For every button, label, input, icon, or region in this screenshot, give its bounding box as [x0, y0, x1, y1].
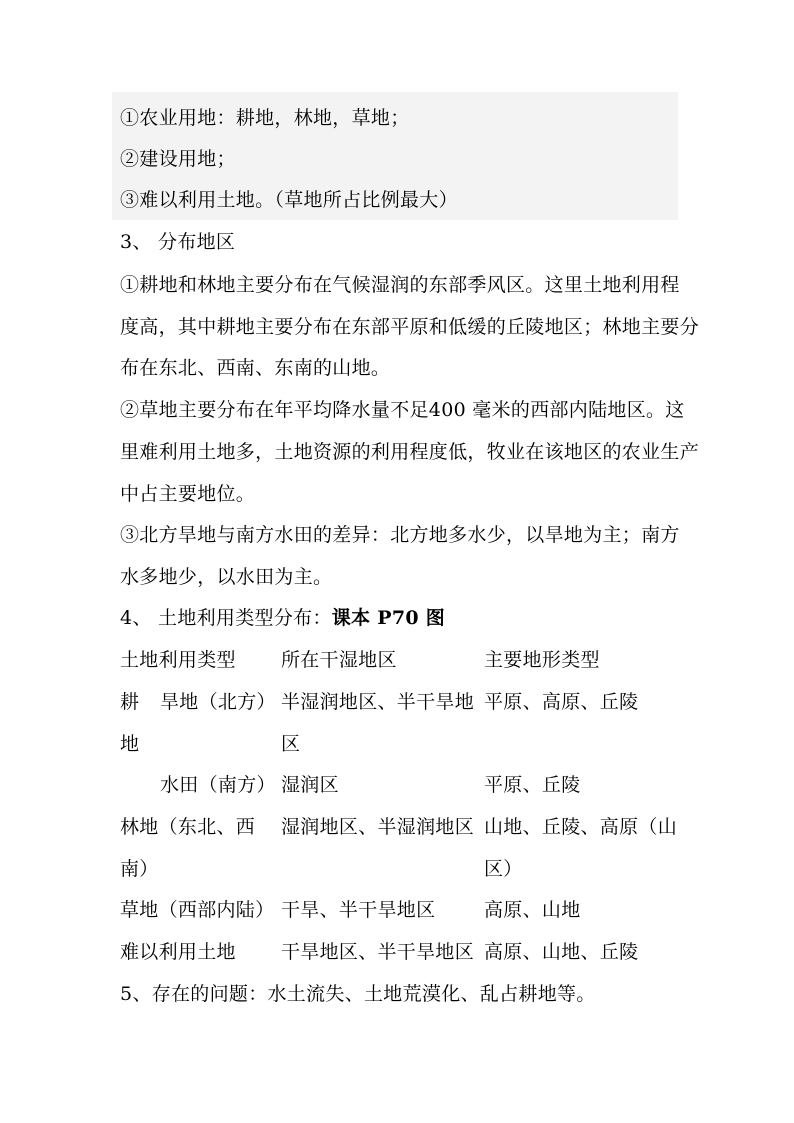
- table-header-terrain: 主要地形类型: [484, 649, 600, 671]
- land-type-item-3: ③难以利用土地。（草地所占比例最大）: [120, 189, 458, 211]
- table-row-handi-zone-line2: 区: [281, 733, 301, 755]
- table-row-handi-type: 旱地（北方）: [160, 691, 276, 713]
- table-row-caodi-type: 草地（西部内陆）: [120, 899, 275, 921]
- section-3-heading: 3、 分布地区: [120, 231, 236, 253]
- table-row-lindi-terrain-line1: 山地、丘陵、高原（山: [484, 816, 678, 838]
- section-5-text: 5、存在的问题：水土流失、土地荒漠化、乱占耕地等。: [120, 983, 596, 1005]
- section-4-heading-prefix: 4、 土地利用类型分布：: [120, 607, 332, 629]
- section-3-p2-line3: 中占主要地位。: [120, 483, 256, 505]
- table-header-zone: 所在干湿地区: [281, 649, 397, 671]
- section-3-p2-line2: 里难利用土地多，土地资源的利用程度低，牧业在该地区的农业生产: [120, 441, 700, 463]
- table-row-handi-zone-line1: 半湿润地区、半干旱地: [281, 691, 475, 713]
- table-row-lindi-zone: 湿润地区、半湿润地区: [281, 816, 475, 838]
- table-row-lindi-terrain-line2: 区）: [484, 858, 523, 880]
- table-row-shuitian-terrain: 平原、丘陵: [484, 774, 581, 796]
- table-row-nanyi-terrain: 高原、山地、丘陵: [484, 941, 639, 963]
- table-row-shuitian-type: 水田（南方）: [160, 774, 276, 796]
- section-3-p3-line1: ③北方旱地与南方水田的差异：北方地多水少，以旱地为主；南方: [120, 524, 680, 546]
- table-row-lindi-type-line2: 南）: [120, 858, 159, 880]
- table-row-caodi-terrain: 高原、山地: [484, 899, 581, 921]
- table-gengdi-char2: 地: [120, 733, 140, 755]
- section-3-p1-line2: 度高，其中耕地主要分布在东部平原和低缓的丘陵地区；林地主要分: [120, 316, 700, 338]
- table-row-lindi-type-line1: 林地（东北、西: [120, 816, 256, 838]
- land-type-item-1: ①农业用地：耕地，林地，草地；: [120, 107, 410, 129]
- land-type-item-2: ②建设用地；: [120, 148, 236, 170]
- table-header-type: 土地利用类型: [120, 649, 236, 671]
- section-3-p2-line1: ②草地主要分布在年平均降水量不足400 毫米的西部内陆地区。这: [120, 399, 685, 421]
- table-row-caodi-zone: 干旱、半干旱地区: [281, 899, 436, 921]
- table-row-shuitian-zone: 湿润区: [281, 774, 339, 796]
- table-gengdi-char1: 耕: [120, 691, 140, 713]
- section-4-heading-reference: 课本 P70 图: [331, 607, 446, 629]
- section-3-p1-line3: 布在东北、西南、东南的山地。: [120, 357, 391, 379]
- table-row-nanyi-zone: 干旱地区、半干旱地区: [281, 941, 475, 963]
- table-row-nanyi-type: 难以利用土地: [120, 941, 236, 963]
- section-3-p1-line1: ①耕地和林地主要分布在气候湿润的东部季风区。这里土地利用程: [120, 274, 680, 296]
- table-row-handi-terrain: 平原、高原、丘陵: [484, 691, 639, 713]
- section-3-p3-line2: 水多地少，以水田为主。: [120, 566, 333, 588]
- section-4-heading: [120, 605, 445, 631]
